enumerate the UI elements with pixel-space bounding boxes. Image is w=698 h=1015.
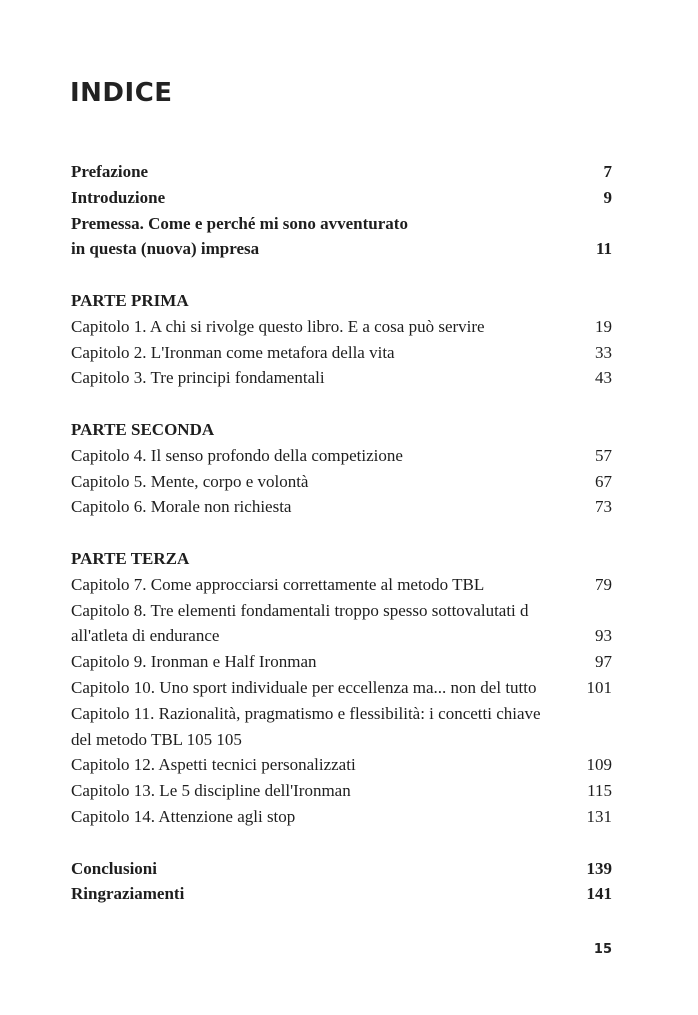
- page-title: INDICE: [70, 78, 173, 108]
- toc-entry-label: Introduzione: [71, 187, 166, 207]
- toc-entry-label: in questa (nuova) impresa: [71, 239, 260, 259]
- toc-entry-page: 131: [586, 806, 612, 826]
- toc-entry-capitolo-6[interactable]: [71, 494, 612, 520]
- page-number: 15: [593, 942, 612, 957]
- toc-entry-capitolo-5[interactable]: [71, 469, 612, 495]
- toc-entry-capitolo-7[interactable]: [71, 572, 612, 598]
- toc-entry-page: 101: [586, 677, 612, 697]
- toc-entry-label: Capitolo 3. Tre principi fondamentali: [71, 368, 325, 388]
- toc-entry-page: 57: [595, 445, 612, 465]
- toc-entry-page: 97: [595, 652, 612, 672]
- toc-entry-page: 33: [595, 342, 612, 362]
- toc-entry-label: Conclusioni: [71, 858, 157, 878]
- toc-entry-label: Capitolo 12. Aspetti tecnici personalizzati: [71, 755, 356, 775]
- toc-entry-page: 67: [595, 471, 612, 491]
- part-heading-prima: PARTE PRIMA: [71, 290, 189, 310]
- toc-entry-label: Capitolo 11. Razionalità, pragmatismo e flessibilità: i concetti chiave: [71, 703, 541, 723]
- toc-entry-capitolo-9[interactable]: [71, 649, 612, 675]
- toc-entry-page: 19: [595, 316, 612, 336]
- toc-entry-page: 43: [595, 368, 612, 388]
- toc-entry-capitolo-12[interactable]: [71, 752, 612, 778]
- toc-entry-capitolo-8[interactable]: [71, 598, 612, 624]
- toc-entry-capitolo-14[interactable]: [71, 804, 612, 830]
- toc-entry-capitolo-2[interactable]: [71, 340, 612, 366]
- toc-entry-capitolo-8-cont[interactable]: [71, 623, 612, 649]
- toc-entry-page: 141: [586, 884, 612, 904]
- toc-entry-premessa[interactable]: [71, 211, 612, 237]
- toc-entry-introduzione[interactable]: [71, 185, 612, 211]
- part-heading-terza: PARTE TERZA: [71, 548, 190, 568]
- toc-entry-capitolo-13[interactable]: [71, 778, 612, 804]
- toc-entry-label: Ringraziamenti: [71, 884, 185, 904]
- toc-entry-label: Capitolo 2. L'Ironman come metafora della vita: [71, 342, 395, 362]
- toc-entry-label: Capitolo 5. Mente, corpo e volontà: [71, 471, 309, 491]
- toc-entry-page: 139: [586, 858, 612, 878]
- toc-entry-label: Capitolo 8. Tre elementi fondamentali troppo spesso sottovalutati d: [71, 600, 529, 620]
- toc-entry-capitolo-11[interactable]: [71, 701, 612, 727]
- toc-entry-capitolo-3[interactable]: [71, 365, 612, 391]
- toc-entry-capitolo-1[interactable]: [71, 314, 612, 340]
- toc-entry-page: 115: [587, 781, 612, 801]
- toc-entry-prefazione[interactable]: [71, 159, 612, 185]
- toc-entry-capitolo-4[interactable]: [71, 443, 612, 469]
- toc-entry-label: Capitolo 10. Uno sport individuale per eccellenza ma... non del tutto: [71, 677, 537, 697]
- toc-entry-capitolo-10[interactable]: [71, 675, 612, 701]
- toc-entry-label: Capitolo 14. Attenzione agli stop: [71, 806, 296, 826]
- toc-entry-page: 93: [595, 626, 612, 646]
- toc-entry-label: Capitolo 9. Ironman e Half Ironman: [71, 652, 317, 672]
- table-of-contents: [71, 159, 612, 907]
- toc-entry-label: Capitolo 6. Morale non richiesta: [71, 497, 292, 517]
- toc-entry-label: Capitolo 1. A chi si rivolge questo libro. E a cosa può servire: [71, 316, 485, 336]
- toc-entry-label: del metodo TBL 105 105: [71, 729, 242, 749]
- toc-entry-label: Prefazione: [71, 162, 149, 181]
- part-heading-seconda: PARTE SECONDA: [71, 419, 215, 439]
- toc-entry-label: Capitolo 7. Come approcciarsi correttamente al metodo TBL: [71, 574, 485, 594]
- toc-entry-label: Capitolo 4. Il senso profondo della competizione: [71, 445, 403, 465]
- toc-entry-capitolo-11-cont[interactable]: [71, 727, 612, 753]
- toc-entry-page: 7: [603, 162, 612, 181]
- toc-entry-conclusioni[interactable]: [71, 856, 612, 882]
- toc-entry-page: 11: [595, 239, 612, 259]
- toc-entry-page: 79: [595, 574, 612, 594]
- toc-entry-label: all'atleta di endurance: [71, 626, 220, 646]
- toc-entry-page: 73: [595, 497, 612, 517]
- spacer: [71, 830, 612, 856]
- toc-entry-page: 9: [603, 187, 612, 207]
- toc-entry-ringraziamenti[interactable]: [71, 881, 612, 907]
- toc-entry-premessa-cont[interactable]: [71, 236, 612, 262]
- toc-entry-label: Premessa. Come e perché mi sono avventurato: [71, 213, 408, 233]
- toc-entry-label: Capitolo 13. Le 5 discipline dell'Ironman: [71, 781, 351, 801]
- toc-entry-page: 109: [586, 755, 612, 775]
